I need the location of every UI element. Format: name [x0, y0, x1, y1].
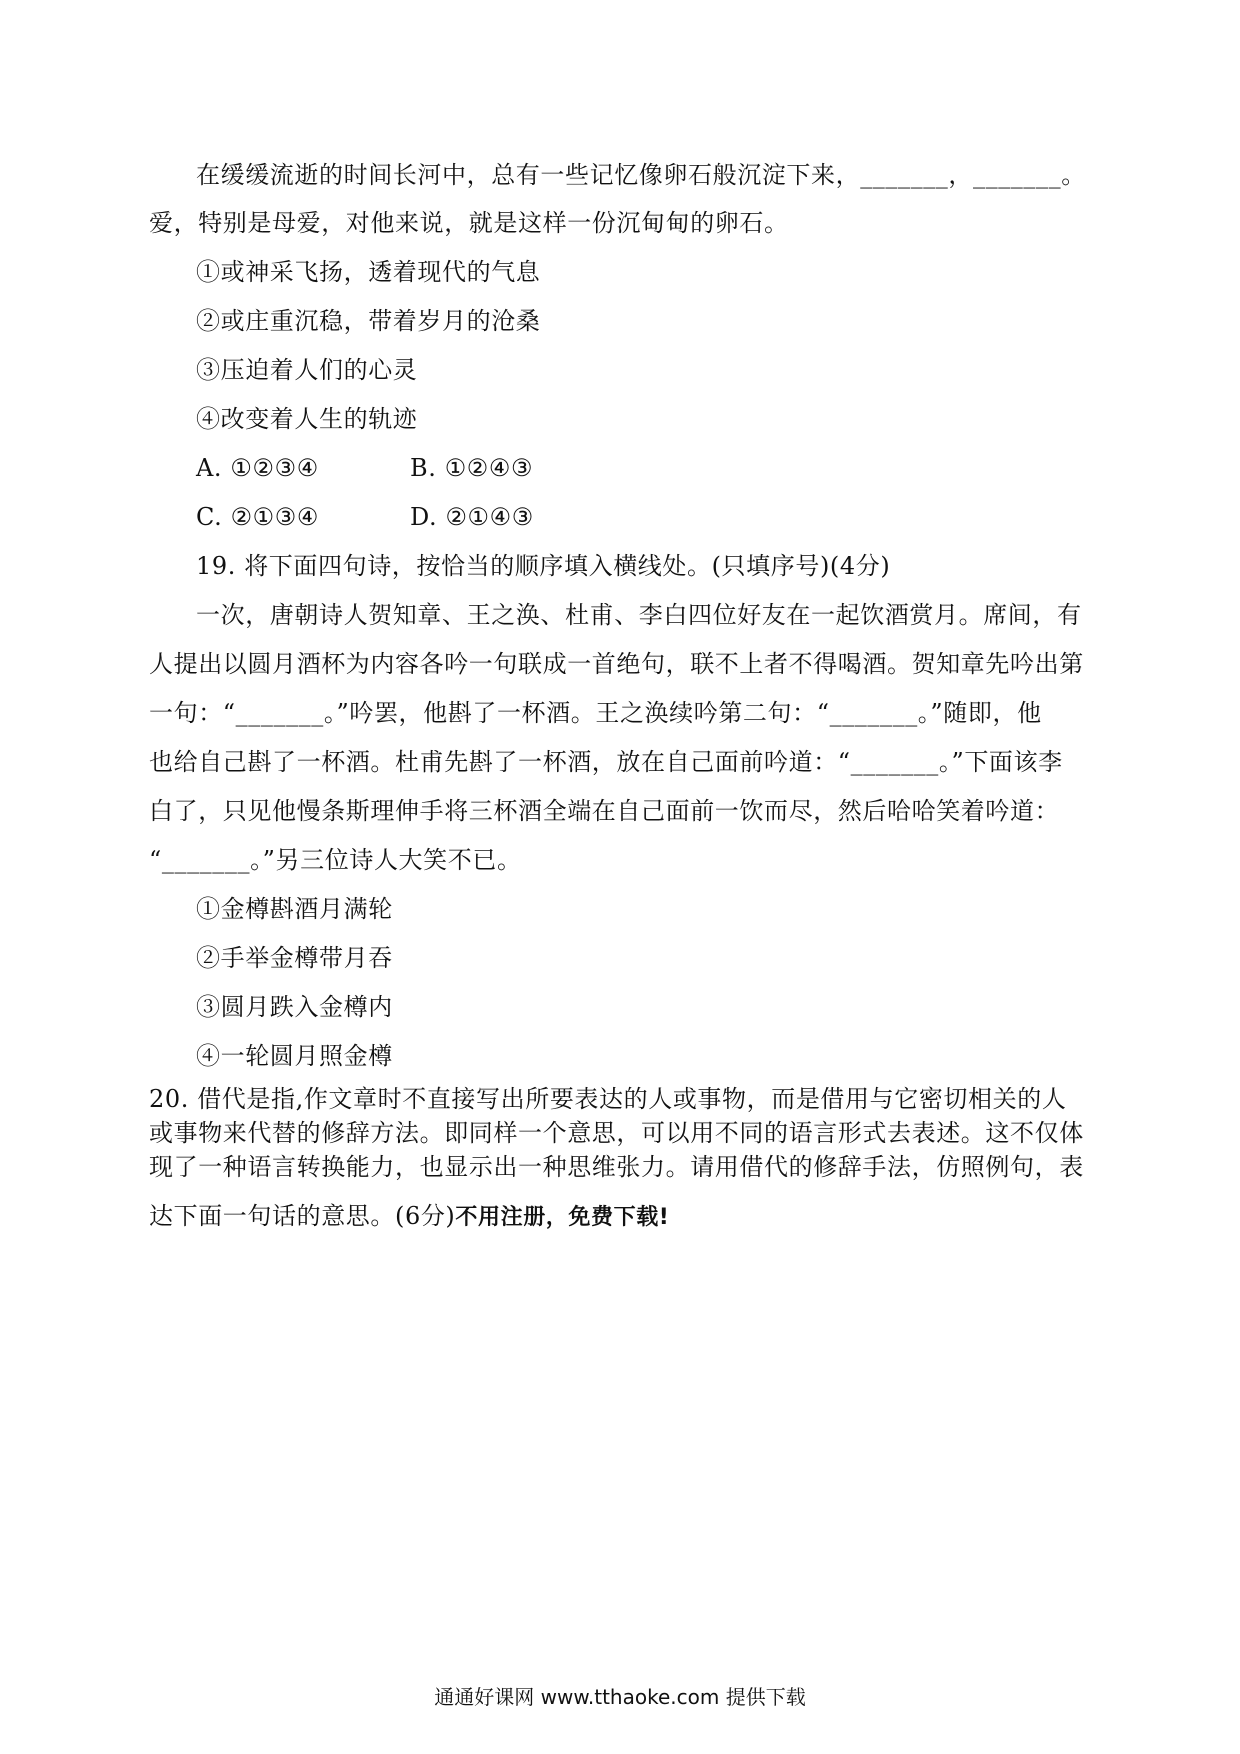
- q20-line-3: 现了一种语言转换能力，也显示出一种思维张力。请用借代的修辞手法，仿照例句，表: [149, 1153, 1084, 1181]
- q20-last-line: 达下面一句话的意思。(6分): [149, 1202, 456, 1230]
- q18-option-a: A. ①②③④: [196, 454, 319, 482]
- q19-para-line-4: 也给自己斟了一杯酒。杜甫先斟了一杯酒，放在自己面前吟道：“_______。”下面该李: [149, 748, 1063, 776]
- q19-para-line-6: “_______。”另三位诗人大笑不已。: [149, 846, 522, 874]
- q18-item-2: ②或庄重沉稳，带着岁月的沧桑: [196, 307, 541, 335]
- q19-item-1: ①金樽斟酒月满轮: [196, 895, 393, 923]
- q19-item-3: ③圆月跌入金樽内: [196, 993, 393, 1021]
- q20-line-2: 或事物来代替的修辞方法。即同样一个意思，可以用不同的语言形式去表述。这不仅体: [149, 1119, 1084, 1147]
- q19-item-2: ②手举金樽带月吞: [196, 944, 393, 972]
- download-note: 不用注册，免费下载!: [455, 1205, 670, 1230]
- q18-item-4: ④改变着人生的轨迹: [196, 405, 418, 433]
- q18-option-c: C. ②①③④: [196, 503, 320, 531]
- q19-para-line-1: 一次，唐朝诗人贺知章、王之涣、杜甫、李白四位好友在一起饮酒赏月。席间，有: [196, 601, 1082, 629]
- q19-para-line-2: 人提出以圆月酒杯为内容各吟一句联成一首绝句，联不上者不得喝酒。贺知章先吟出第: [149, 650, 1084, 678]
- q18-option-b: B. ①②④③: [410, 454, 534, 482]
- q20-line-1: 20. 借代是指,作文章时不直接写出所要表达的人或事物，而是借用与它密切相关的人: [149, 1085, 1067, 1113]
- q19-heading: 19. 将下面四句诗，按恰当的顺序填入横线处。(只填序号)(4分): [196, 552, 891, 580]
- q18-stem-line-1: 在缓缓流逝的时间长河中，总有一些记忆像卵石般沉淀下来，_______，_______。: [196, 161, 1086, 189]
- q19-item-4: ④一轮圆月照金樽: [196, 1042, 393, 1070]
- q18-option-d: D. ②①④③: [410, 503, 534, 531]
- q18-item-3: ③压迫着人们的心灵: [196, 356, 418, 384]
- q18-item-1: ①或神采飞扬，透着现代的气息: [196, 258, 541, 286]
- page-footer: 通通好课网 www.tthaoke.com 提供下载: [434, 1685, 806, 1709]
- q18-stem-line-2: 爱，特别是母爱，对他来说，就是这样一份沉甸甸的卵石。: [149, 209, 789, 237]
- q19-para-line-5: 白了，只见他慢条斯理伸手将三杯酒全端在自己面前一饮而尽，然后哈哈笑着吟道：: [149, 797, 1060, 825]
- q20-line-4: [149, 1201, 669, 1233]
- q19-para-line-3: 一句：“_______。”吟罢，他斟了一杯酒。王之涣续吟第二句：“_______。”随即，他: [149, 699, 1042, 727]
